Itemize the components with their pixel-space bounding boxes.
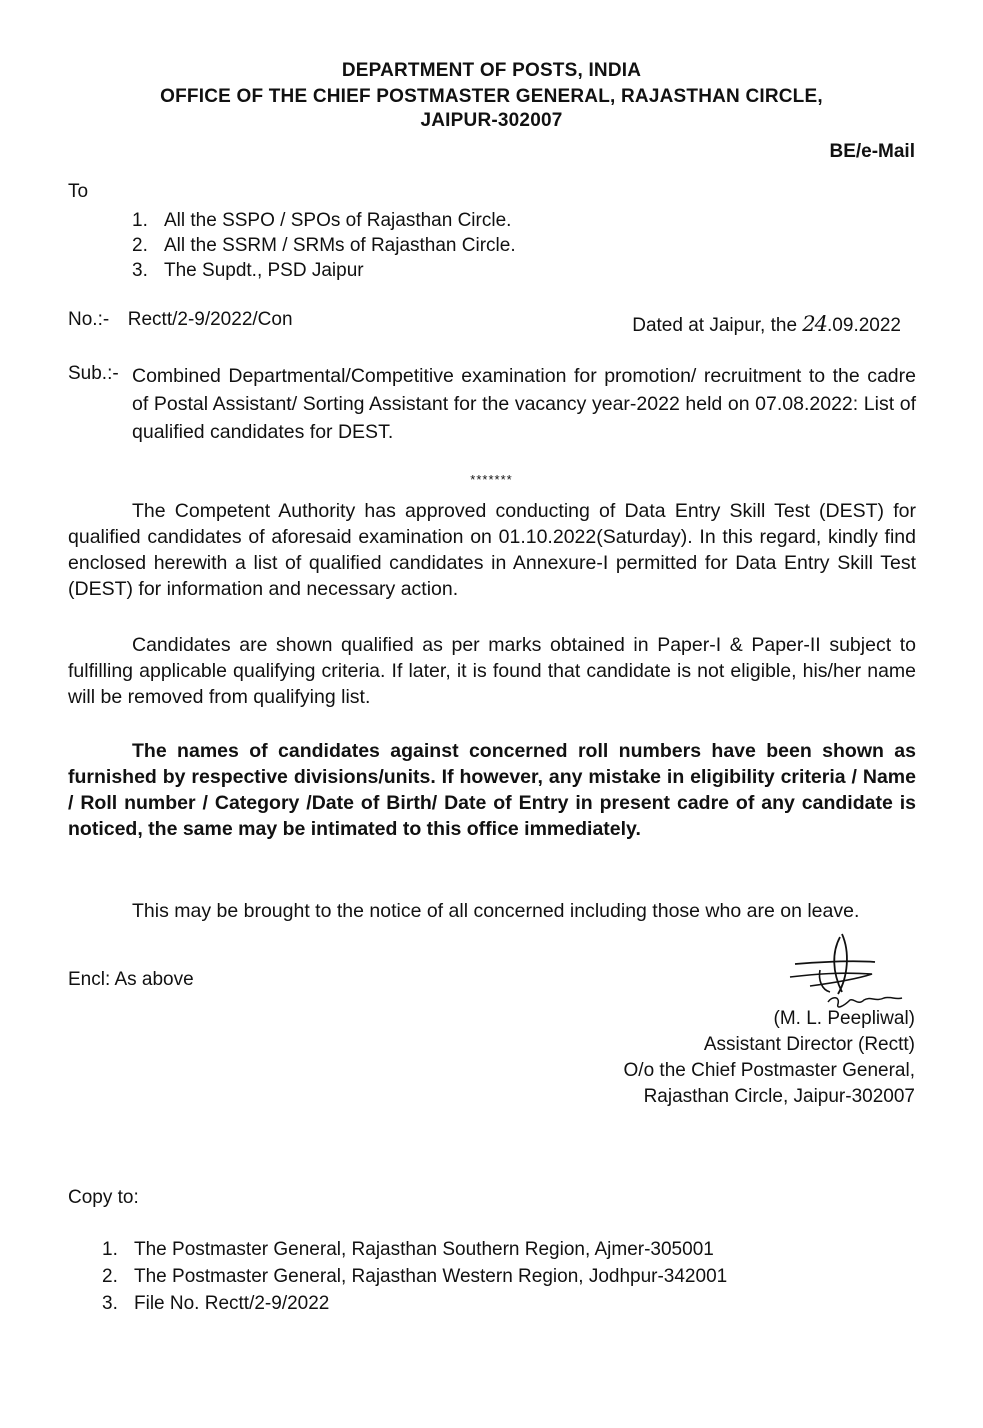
copy-to-label: Copy to: <box>68 1187 139 1208</box>
paragraph-qualification: Candidates are shown qualified as per marks obtained in Paper-I & Paper-II subject to fulfilling applicable qualifying criteria. If later, it is found that candidate is not eligible, his/her name will be removed from qualifying list. <box>68 634 916 708</box>
separator: ******* <box>470 472 513 487</box>
signatory-place: Rajasthan Circle, Jaipur-302007 <box>643 1086 915 1107</box>
signatory-office: O/o the Chief Postmaster General, <box>623 1060 915 1081</box>
delivery-mode: BE/e-Mail <box>829 141 915 162</box>
subject-label: Sub.:- <box>68 363 119 384</box>
header-department: DEPARTMENT OF POSTS, INDIA <box>341 60 642 81</box>
list-item: 2. The Postmaster General, Rajasthan Western Region, Jodhpur-342001 <box>102 1266 728 1287</box>
reference-number <box>68 308 293 332</box>
ref-value: Rectt/2-9/2022/Con <box>127 309 293 330</box>
recipients-list <box>132 208 516 283</box>
dated-line: Dated at Jaipur, the 24.09.2022 <box>632 312 901 336</box>
signature-block <box>624 1006 915 1110</box>
enclosure: Encl: As above <box>68 969 194 990</box>
list-item: 1. All the SSPO / SPOs of Rajasthan Circle. <box>132 210 512 231</box>
header-office: OFFICE OF THE CHIEF POSTMASTER GENERAL, RAJASTHAN CIRCLE, <box>160 86 823 107</box>
subject-text: Combined Departmental/Competitive examination for promotion/ recruitment to the cadre of Postal Assistant/ Sorting Assistant for the vacancy year-2022 held on 07.08.2022: List of qualified candidates for DEST. <box>132 365 916 443</box>
paragraph-circulation: This may be brought to the notice of all concerned including those who are on leave. <box>132 900 860 922</box>
list-item: 1. The Postmaster General, Rajasthan Southern Region, Ajmer-305001 <box>102 1239 714 1260</box>
to-label: To <box>68 181 89 202</box>
handwritten-day: 24 <box>802 312 828 336</box>
list-item: 3. File No. Rectt/2-9/2022 <box>102 1293 330 1314</box>
paragraph-notice-bold: The names of candidates against concerned roll numbers have been shown as furnished by respective divisions/units. If however, any mistake in eligibility criteria / Name / Roll number / Category /Date of Birth/ Date of Entry in present cadre of any candidate is noticed, the same may be intimated to this office immediately. <box>68 740 916 840</box>
header-city: JAIPUR-302007 <box>420 110 563 131</box>
ref-label: No.:- <box>68 309 110 330</box>
list-item: 2. All the SSRM / SRMs of Rajasthan Circle. <box>132 235 516 256</box>
list-item: 3. The Supdt., PSD Jaipur <box>132 260 364 281</box>
copy-to-list <box>102 1236 727 1317</box>
signatory-name: (M. L. Peepliwal) <box>773 1008 915 1029</box>
paragraph-dest-approval: The Competent Authority has approved conducting of Data Entry Skill Test (DEST) for qualified candidates of aforesaid examination on 01.10.2022(Saturday). In this regard, kindly find enclosed herewith a list of qualified candidates in Annexure-I permitted for Data Entry Skill Test (DEST) for information and necessary action. <box>68 500 916 600</box>
signatory-designation: Assistant Director (Rectt) <box>703 1034 915 1055</box>
